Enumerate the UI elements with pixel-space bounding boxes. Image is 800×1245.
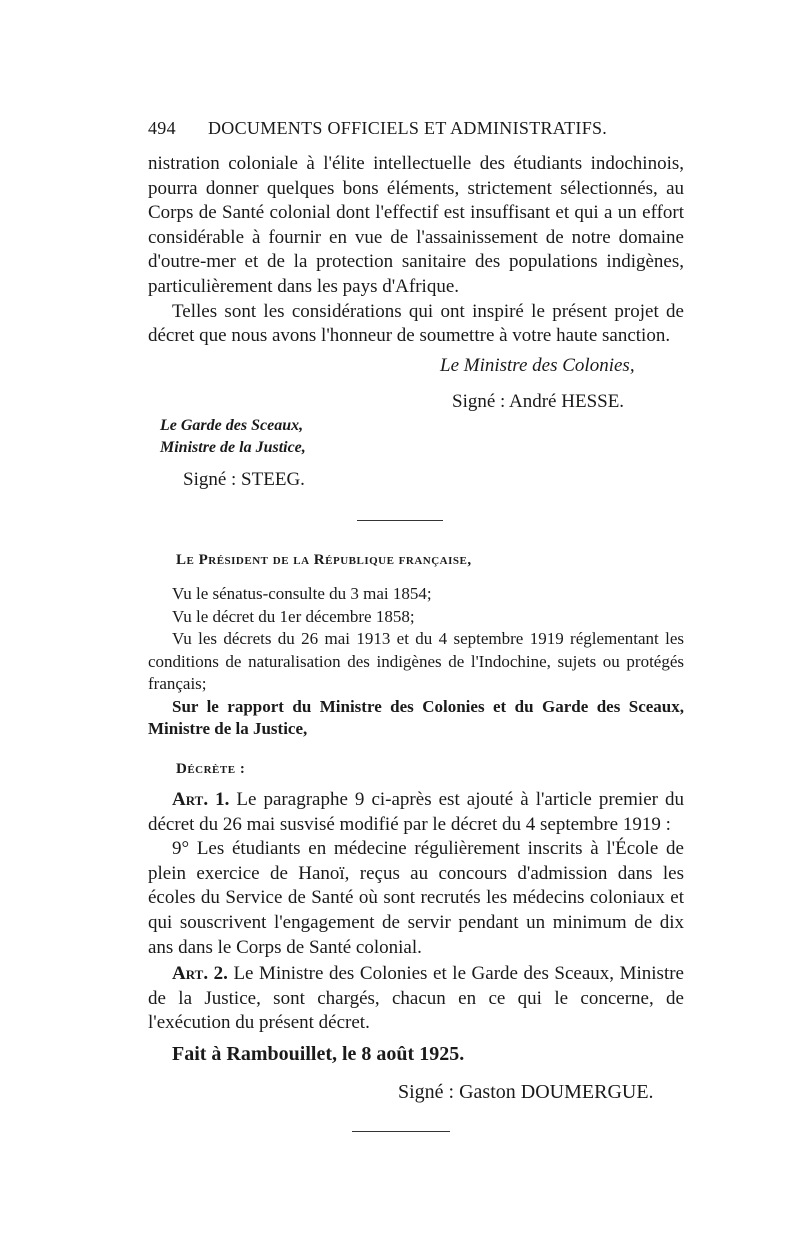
considerant-3: Vu les décrets du 26 mai 1913 et du 4 septembre 1919 réglementant les conditions de naturalisation des indigènes de l'Indochine, sujets ou protégés français; bbox=[148, 629, 684, 693]
article-1-text: Le paragraphe 9 ci-après est ajouté à l'article premier du décret du 26 mai susvisé modifié par le décret du 4 septembre 1919 : bbox=[148, 789, 685, 835]
report-text bbox=[148, 152, 684, 349]
keeper-title-line-1: Le Garde des Sceaux, bbox=[160, 417, 304, 434]
decrete-heading: Décrète : bbox=[176, 761, 246, 777]
running-header bbox=[148, 118, 684, 146]
considerant-4: Sur le rapport du Ministre des Colonies et du Garde des Sceaux, Ministre de la Justice, bbox=[148, 696, 684, 738]
article-2-text: Le Ministre des Colonies et le Garde des Sceaux, Ministre de la Justice, sont chargés, chacun en ce qui le concerne, de l'exécution du présent décret. bbox=[148, 963, 684, 1034]
minister-signature: Signé : André HESSE. bbox=[452, 391, 625, 412]
article-2 bbox=[148, 962, 684, 1036]
end-rule bbox=[352, 1131, 450, 1132]
page-number: 494 bbox=[148, 118, 176, 138]
president-heading: Le Président de la République française, bbox=[176, 552, 472, 568]
considerant-1: Vu le sénatus-consulte du 3 mai 1854; bbox=[172, 584, 432, 603]
section-divider bbox=[357, 520, 443, 521]
done-at-line: Fait à Rambouillet, le 8 août 1925. bbox=[172, 1043, 465, 1065]
keeper-signature: Signé : STEEG. bbox=[183, 469, 305, 490]
considerants bbox=[148, 583, 684, 741]
president-signature: Signé : Gaston DOUMERGUE. bbox=[398, 1081, 654, 1103]
report-paragraph-2: Telles sont les considérations qui ont inspiré le présent projet de décret que nous avons l'honneur de soumettre à votre haute sanction. bbox=[148, 300, 684, 347]
minister-title: Le Ministre des Colonies, bbox=[440, 355, 635, 376]
article-2-label: Art. 2. bbox=[172, 963, 228, 984]
considerant-2: Vu le décret du 1er décembre 1858; bbox=[172, 606, 415, 626]
article-1-label: Art. 1. bbox=[172, 789, 230, 810]
report-paragraph-1: nistration coloniale à l'élite intellectuelle des étudiants indochinois, pourra donner quelques bons éléments, strictement sélectionnés, au Corps de Santé colonial dont l'effectif est insuffisant et qui a un effort considérable à fournir en vue de l'assainissement de notre domaine d'outre-mer et de la protection sanitaire des populations indigènes, particulièrement dans les pays d'Afrique. bbox=[148, 153, 684, 297]
article-1-paragraph-9: 9° Les étudiants en médecine régulièrement inscrits à l'École de plein exercice de Hanoï, reçus au concours d'admission dans les écoles du Service de Santé où sont recrutés les médecins coloniaux et qui souscrivent l'engagement de servir pendant un minimum de dix ans dans le Corps de Santé colonial. bbox=[148, 838, 684, 958]
article-1 bbox=[148, 788, 684, 960]
keeper-title-line-2: Ministre de la Justice, bbox=[160, 439, 306, 456]
running-title: DOCUMENTS OFFICIELS ET ADMINISTRATIFS. bbox=[208, 118, 608, 138]
